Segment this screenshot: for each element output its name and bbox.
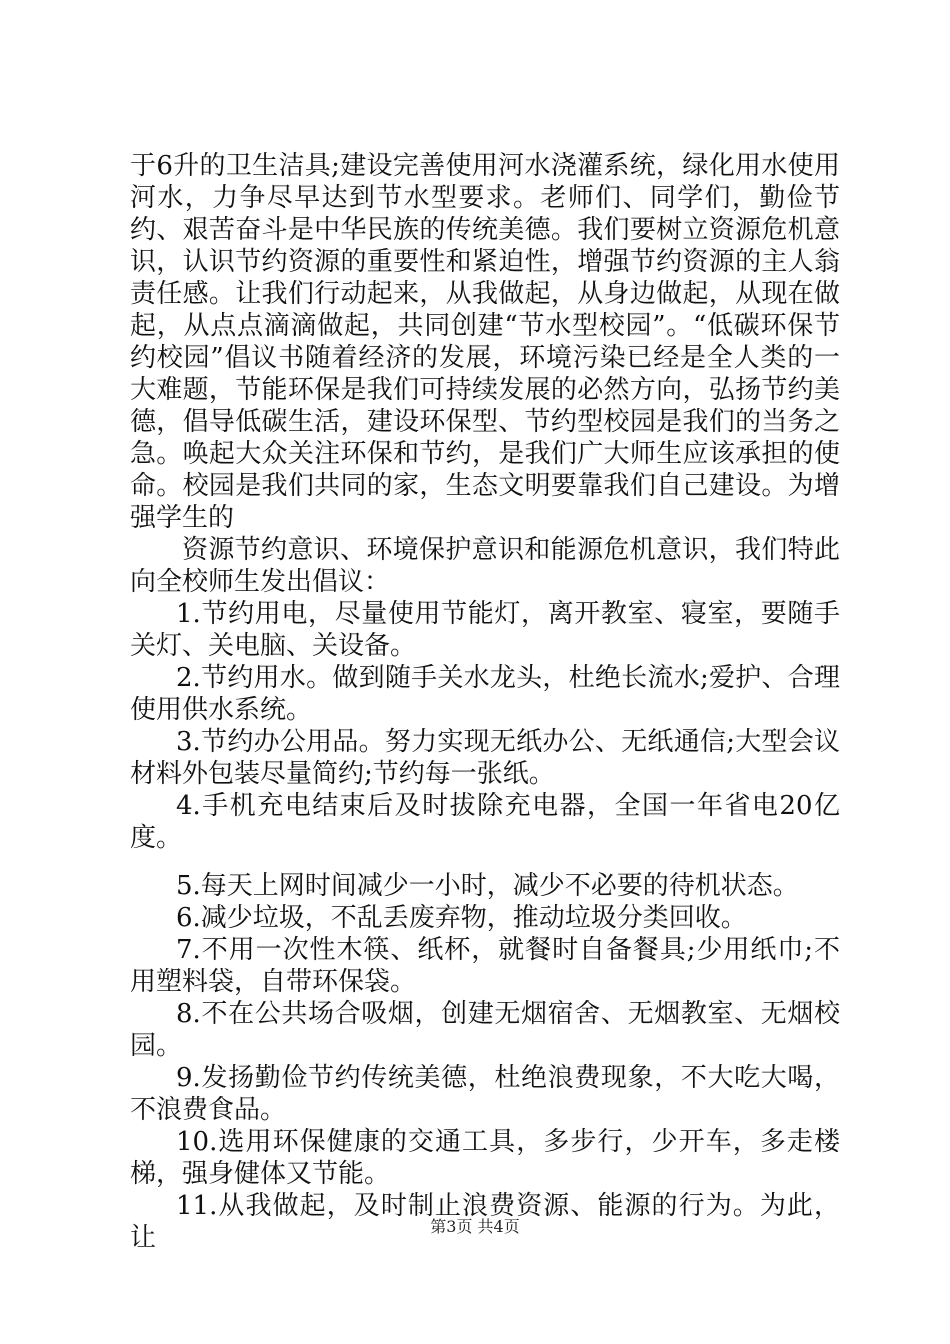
list-item-7: 7.不用一次性木筷、纸杯，就餐时自备餐具;少用纸巾;不用塑料袋，自带环保袋。	[130, 935, 840, 997]
list-item-4: 4.手机充电结束后及时拔除充电器，全国一年省电20亿度。	[130, 791, 840, 853]
list-item-11: 11.从我做起，及时制止浪费资源、能源的行为。为此，让	[130, 1191, 840, 1253]
list-item-8: 8.不在公共场合吸烟，创建无烟宿舍、无烟教室、无烟校园。	[130, 999, 840, 1061]
page-number-footer: 第3页 共4页	[430, 1217, 520, 1236]
list-item-9: 9.发扬勤俭节约传统美德，杜绝浪费现象，不大吃大喝，不浪费食品。	[130, 1063, 840, 1125]
list-item-10: 10.选用环保健康的交通工具，多步行，少开车，多走楼梯，强身健体又节能。	[130, 1127, 840, 1189]
list-item-1: 1.节约用电，尽量使用节能灯，离开教室、寝室，要随手关灯、关电脑、关设备。	[130, 599, 840, 661]
list-item-5: 5.每天上网时间减少一小时，减少不必要的待机状态。	[176, 871, 799, 901]
paragraph-proposal: 资源节约意识、环境保护意识和能源危机意识，我们特此向全校师生发出倡议：	[130, 535, 840, 597]
paragraph-intro: 于6升的卫生洁具;建设完善使用河水浇灌系统，绿化用水使用河水，力争尽早达到节水型要求。老师们、同学们，勤俭节约、艰苦奋斗是中华民族的传统美德。我们要树立资源危机意识，认识节约资源的重要性和紧迫性，增强节约资源的主人翁责任感。让我们行动起来，从我做起，从身边做起，从现在做起，从点点滴滴做起，共同创建“节水型校园”。“低碳环保节约校园”倡议书随着经济的发展，环境污染已经是全人类的一大难题，节能环保是我们可持续发展的必然方向，弘扬节约美德，倡导低碳生活，建设环保型、节约型校园是我们的当务之急。唤起大众关注环保和节约，是我们广大师生应该承担的使命。校园是我们共同的家，生态文明要靠我们自己建设。为增强学生的	[130, 151, 840, 533]
list-item-6: 6.减少垃圾，不乱丢废弃物，推动垃圾分类回收。	[176, 903, 747, 933]
list-item-2: 2.节约用水。做到随手关水龙头，杜绝长流水;爱护、合理使用供水系统。	[130, 663, 840, 725]
list-item-3: 3.节约办公用品。努力实现无纸办公、无纸通信;大型会议材料外包装尽量简约;节约每一张纸。	[130, 727, 840, 789]
document-body	[130, 150, 840, 1254]
